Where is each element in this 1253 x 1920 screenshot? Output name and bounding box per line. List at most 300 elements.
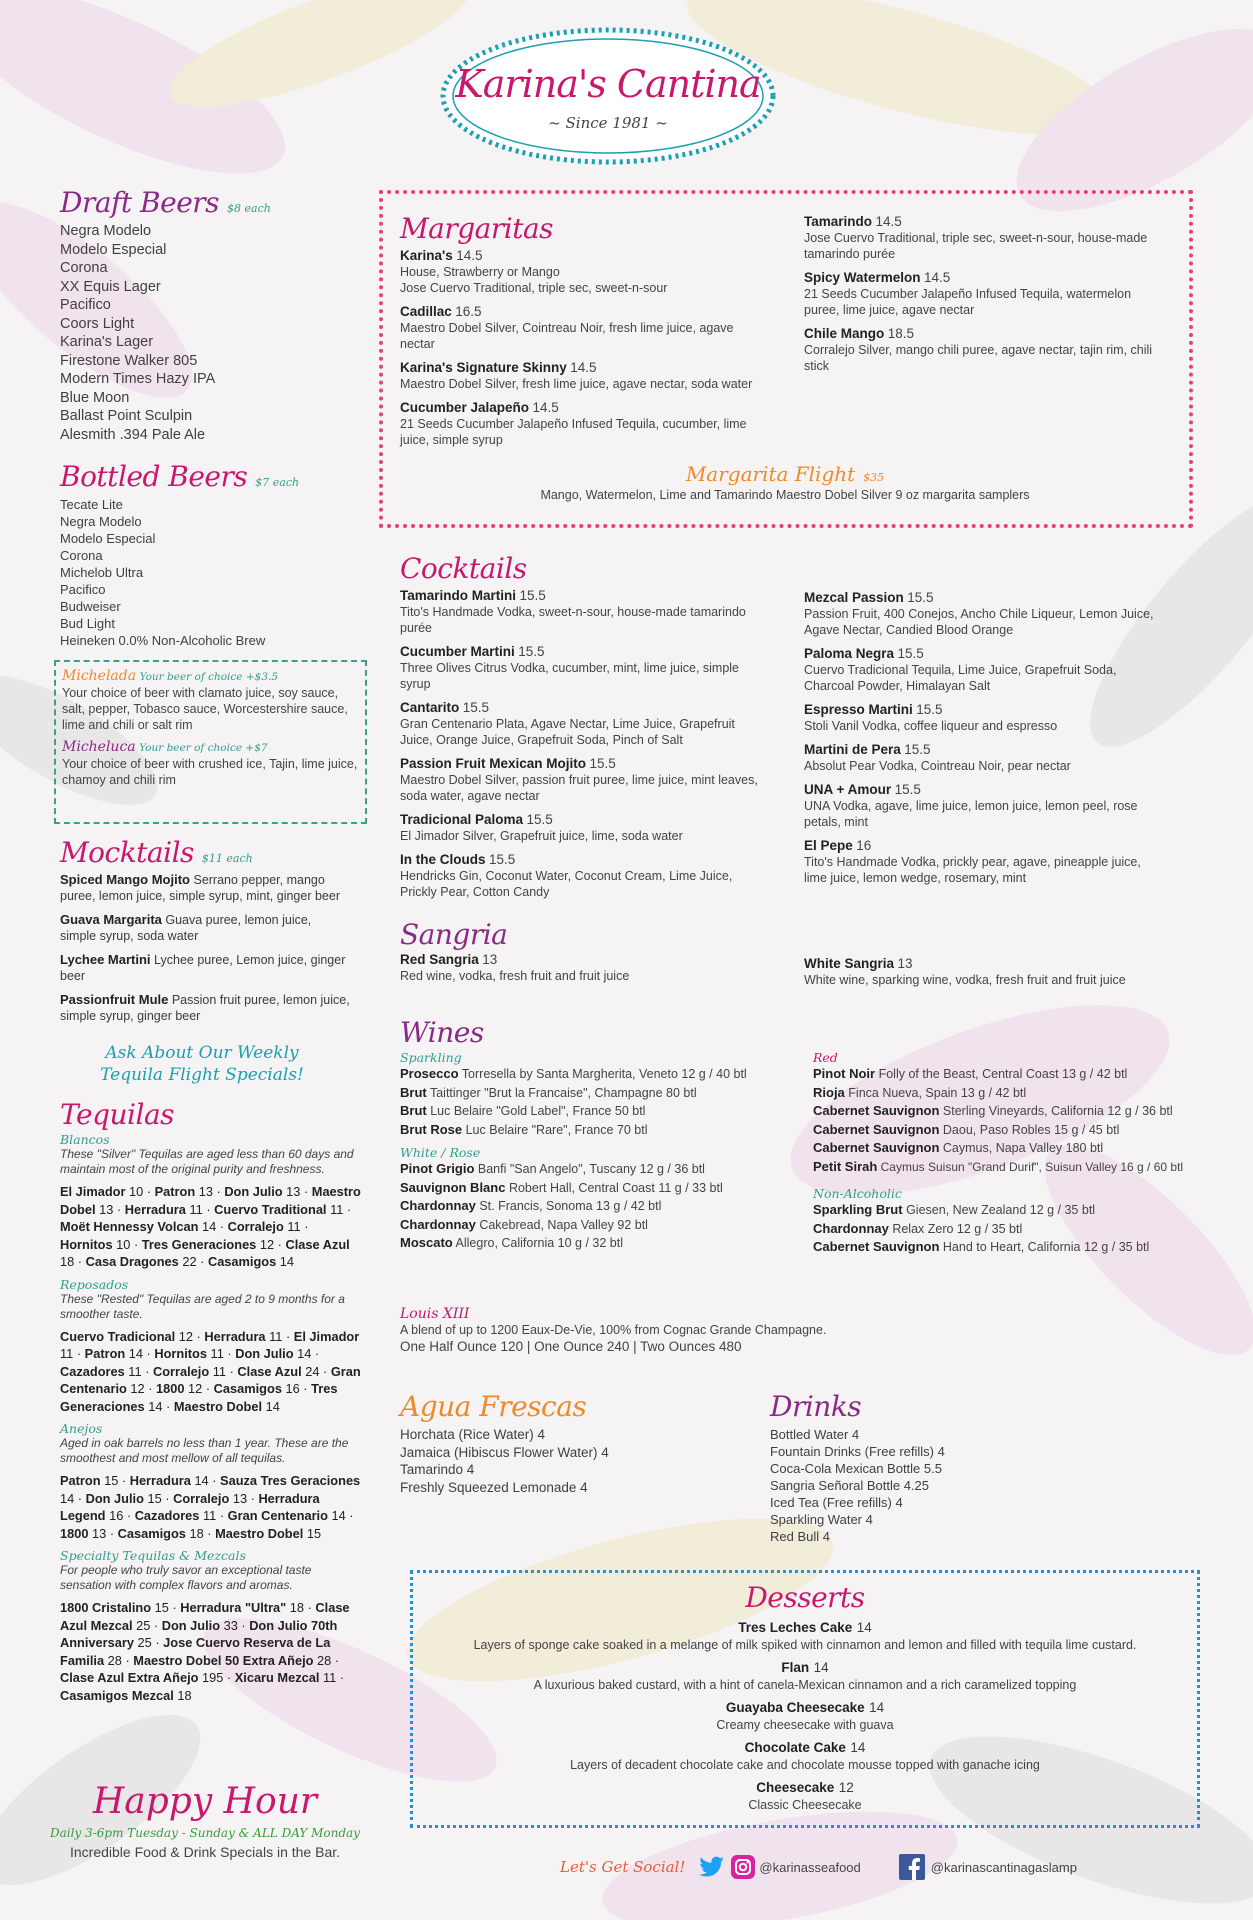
item-price: 15.5 <box>488 852 516 867</box>
wine-row <box>813 1084 1193 1103</box>
tequila-price: 16 <box>285 1381 300 1396</box>
tequila-price: 14 <box>279 1254 295 1269</box>
tequila-name: Maestro Dobel <box>173 1398 263 1414</box>
tequila-price: 11 <box>189 1201 203 1217</box>
item-desc: Jose Cuervo Traditional, triple sec, sweet-n-sour, house-made tamarindo purée <box>804 231 1148 261</box>
margarita-flight <box>400 462 1170 502</box>
wine-name: Cabernet Sauvignon <box>813 1140 940 1155</box>
louis-desc: A blend of up to 1200 Eaux-De-Vie, 100% from Cognac Grande Champagne. <box>400 1323 827 1337</box>
wine-sparkling-label: Sparkling <box>400 1050 462 1065</box>
cocktail-item <box>804 646 1164 694</box>
item-name: Cadillac <box>400 304 452 319</box>
item-price: 15.5 <box>518 644 545 659</box>
tequila-price: 11 <box>210 1346 224 1361</box>
tequila-list: El Jimador 10 · Patron 13 · Don Julio 13 · Maestro Dobel 13 · Herradura 11 · Cuervo Traditional 11 · Moët Hennessy Volcan 14 · Corralejo 11 · Hornitos 10 · Tres Generaciones 12 · Clase Azul 18 · Casa Dragones 22 · Casamigos 14 <box>60 1184 361 1269</box>
tequila-name: Clase Azul <box>237 1363 302 1379</box>
sangria-right <box>804 956 1164 996</box>
item-desc: Jose Cuervo Traditional, triple sec, sweet-n-sour <box>400 281 668 295</box>
wine-row <box>400 1084 800 1103</box>
item-price: 15.5 <box>897 646 924 661</box>
list-item: Michelob Ultra <box>60 565 144 580</box>
dessert-item <box>423 1779 1187 1813</box>
tequila-price: 25 <box>137 1635 152 1650</box>
list-item: Modern Times Hazy IPA <box>60 371 216 387</box>
item-price: 14 <box>869 1700 885 1715</box>
item-desc: Stoli Vanil Vodka, coffee liqueur and espresso <box>804 719 1058 733</box>
list-item: XX Equis Lager <box>60 278 161 295</box>
list-item: Iced Tea (Free refills) 4 <box>770 1495 903 1510</box>
wine-name: Sauvignon Blanc <box>400 1179 506 1195</box>
margarita-item <box>804 214 1164 262</box>
wines-title: Wines <box>400 1016 484 1049</box>
wine-red-label: Red <box>813 1050 838 1065</box>
wine-desc: Robert Hall, Central Coast 11 g / 33 btl <box>508 1180 723 1195</box>
item-name: Tamarindo Martini <box>400 588 517 603</box>
item-name: Mezcal Passion <box>804 590 904 605</box>
margarita-item <box>400 248 770 296</box>
sangria-title: Sangria <box>400 918 508 951</box>
mocktail-item <box>60 912 350 944</box>
mocktails-price: $11 each <box>201 852 253 865</box>
list-item: Corona <box>60 260 108 276</box>
tequila-name: Clase Azul Mezcal <box>60 1600 350 1633</box>
draft-beers-price: $8 each <box>227 202 271 215</box>
item-price: 14.5 <box>456 248 483 263</box>
list-item: Bottled Water 4 <box>770 1427 860 1442</box>
item-name: Cucumber Jalapeño <box>400 400 530 415</box>
item-name: Passion Fruit Mexican Mojito <box>400 756 587 771</box>
tequila-group-desc: For people who truly savor an exceptional taste sensation with complex flavors and aromas. <box>60 1563 312 1592</box>
cocktail-item <box>400 700 770 748</box>
wine-desc: Caymus, Napa Valley 180 btl <box>942 1141 1104 1155</box>
wine-desc: Luc Belaire "Rare", France 70 btl <box>465 1122 648 1137</box>
dessert-item <box>423 1659 1187 1693</box>
tequila-price: 11 <box>322 1670 337 1685</box>
wine-desc: Cakebread, Napa Valley 92 btl <box>479 1217 648 1232</box>
tequila-name: Herradura Legend <box>60 1490 320 1523</box>
tequila-list: Cuervo Tradicional 12 · Herradura 11 · El Jimador 11 · Patron 14 · Hornitos 11 · Don Julio 14 · Cazadores 11 · Corralejo 11 · Clase Azul 24 · Gran Centenario 12 · 1800 12 · Casamigos 16 · Tres Generaciones 14 · Maestro Dobel 14 <box>60 1328 361 1414</box>
mocktail-name: Passionfruit Mule <box>60 992 169 1007</box>
wine-desc: Allegro, California 10 g / 32 btl <box>455 1236 623 1250</box>
list-item: Budweiser <box>60 599 121 614</box>
happy-hour-section <box>40 1780 370 1860</box>
tequila-price: 14 <box>202 1219 217 1234</box>
cocktail-item <box>400 852 770 900</box>
item-price: 15.5 <box>589 756 616 771</box>
tequila-name: Patron <box>60 1473 101 1488</box>
tequila-price: 12 <box>178 1328 193 1344</box>
tequila-name: Herradura "Ultra" <box>180 1600 287 1615</box>
tequila-price: 16 <box>109 1508 124 1523</box>
item-name: Tamarindo <box>804 214 873 229</box>
wine-name: Petit Sirah <box>813 1158 878 1174</box>
micheluca-item <box>62 739 359 788</box>
list-item: Modelo Especial <box>60 531 156 546</box>
wine-row <box>813 1238 1193 1257</box>
bottled-beers-title: Bottled Beers <box>60 460 248 493</box>
mocktail-item <box>60 952 350 984</box>
item-name: Cantarito <box>400 700 460 715</box>
tequila-name: Casamigos Mezcal <box>60 1687 174 1703</box>
wine-row <box>400 1160 800 1179</box>
wine-name: Brut Rose <box>400 1121 463 1137</box>
tequila-name: Corralejo <box>152 1363 210 1379</box>
tequila-price: 14 <box>297 1346 312 1361</box>
list-item: Coors Light <box>60 315 135 332</box>
item-desc: A luxurious baked custard, with a hint of canela-Mexican cinnamon and a rich caramelized topping <box>533 1678 1077 1692</box>
list-item: Negra Modelo <box>60 223 152 239</box>
social-label: Let's Get Social! <box>560 1858 686 1876</box>
item-name: Cucumber Martini <box>400 644 515 659</box>
item-desc: Tito's Handmade Vodka, prickly pear, agave, pineapple juice, lime juice, lemon wedge, rosemary, mint <box>804 855 1141 885</box>
item-name: Karina's <box>400 248 453 263</box>
tequila-name: Casa Dragones <box>85 1254 179 1269</box>
margaritas-right <box>804 214 1164 382</box>
item-desc: Maestro Dobel Silver, Cointreau Noir, fresh lime juice, agave nectar <box>400 321 734 351</box>
tequila-name: 1800 Cristalino <box>60 1600 152 1615</box>
tequila-name: Hornitos <box>154 1346 207 1361</box>
mocktail-desc: Serrano pepper, mango puree, lemon juice, simple syrup, mint, ginger beer <box>60 873 340 903</box>
tequila-list: 1800 Cristalino 15 · Herradura "Ultra" 18 · Clase Azul Mezcal 25 · Don Julio 33 · Don Julio 70th Anniversary 25 · Jose Cuervo Reserva de La Familia 28 · Maestro Dobel 50 Extra Añejo 28 · Clase Azul Extra Añejo 195 · Xicaru Mezcal 11 · Casamigos Mezcal 18 <box>60 1600 350 1703</box>
tequila-price: 13 <box>198 1184 213 1199</box>
list-item: Bud Light <box>60 616 115 631</box>
wine-desc: Finca Nueva, Spain 13 g / 42 btl <box>848 1085 1027 1100</box>
draft-beers-title: Draft Beers <box>60 186 220 219</box>
wine-row <box>813 1158 1193 1177</box>
wine-desc: Relax Zero 12 g / 35 btl <box>892 1221 1023 1236</box>
wine-row <box>400 1216 800 1235</box>
tequila-price: 15 <box>306 1525 322 1541</box>
list-item: Firestone Walker 805 <box>60 352 198 369</box>
tequila-name: Corralejo <box>173 1490 230 1506</box>
cocktail-item <box>400 812 770 844</box>
wine-row <box>813 1121 1193 1140</box>
wine-name: Chardonnay <box>400 1216 476 1232</box>
margarita-item <box>400 304 770 352</box>
item-price: 13 <box>897 956 913 971</box>
list-item: Horchata (Rice Water) 4 <box>400 1427 546 1442</box>
item-desc: House, Strawberry or Mango <box>400 265 560 279</box>
tequila-price: 18 <box>60 1254 75 1269</box>
wine-row <box>400 1065 800 1084</box>
cocktail-item <box>400 588 770 636</box>
item-desc: Absolut Pear Vodka, Cointreau Noir, pear nectar <box>804 759 1071 773</box>
wine-row <box>400 1102 800 1121</box>
item-desc: Red wine, vodka, fresh fruit and fruit juice <box>400 969 630 983</box>
logo <box>438 26 778 166</box>
wine-name: Pinot Noir <box>813 1066 876 1081</box>
tequila-name: Herradura <box>129 1473 191 1488</box>
item-price: 15.5 <box>894 782 921 797</box>
mocktail-item <box>60 992 350 1024</box>
wine-name: Cabernet Sauvignon <box>813 1239 940 1254</box>
facebook-handle[interactable]: @karinascantinagaslamp <box>930 1859 1077 1875</box>
item-name: Espresso Martini <box>804 702 913 717</box>
cocktail-item <box>804 590 1164 638</box>
tequila-price: 13 <box>286 1184 301 1199</box>
wine-name: Pinot Grigio <box>400 1161 475 1176</box>
tequila-price: 14 <box>265 1398 280 1414</box>
cocktail-item <box>804 742 1164 774</box>
tequila-group-label: Blancos <box>60 1132 110 1147</box>
tequila-price: 12 <box>130 1381 145 1396</box>
tequila-name: Gran Centenario <box>227 1508 328 1523</box>
list-item: Pacifico <box>60 297 111 313</box>
tequila-name: Patron <box>154 1184 196 1199</box>
desserts-box <box>410 1570 1200 1828</box>
list-item: Blue Moon <box>60 389 130 406</box>
item-price: 13 <box>482 952 498 967</box>
item-price: 14.5 <box>570 360 597 375</box>
tequila-price: 25 <box>136 1617 151 1633</box>
item-name: El Pepe <box>804 838 853 853</box>
mocktails-title: Mocktails <box>60 836 194 869</box>
list-item: Sangria Señoral Bottle 4.25 <box>770 1478 929 1493</box>
wine-row <box>813 1220 1193 1239</box>
tequila-name: Cazadores <box>60 1363 125 1379</box>
instagram-handle[interactable]: @karinasseafood <box>759 1859 861 1875</box>
mocktail-name: Spiced Mango Mojito <box>60 872 190 887</box>
tequila-name: Don Julio <box>161 1617 221 1633</box>
aguas-section <box>400 1390 730 1496</box>
tequila-name: Maestro Dobel 50 Extra Añejo <box>133 1652 314 1668</box>
tequila-name: Corralejo <box>227 1219 284 1234</box>
wine-desc: Taittinger "Brut la Francaise", Champagne 80 btl <box>429 1085 697 1100</box>
facebook-icon[interactable] <box>899 1854 925 1880</box>
logo-since: ~ Since 1981 ~ <box>548 114 668 132</box>
wine-desc: Luc Belaire "Gold Label", France 50 btl <box>430 1104 646 1118</box>
twitter-icon[interactable] <box>699 1856 725 1878</box>
list-item: Red Bull 4 <box>770 1529 830 1544</box>
mocktails-section <box>60 836 350 1032</box>
dessert-item <box>423 1739 1187 1773</box>
wine-row <box>813 1201 1193 1220</box>
mocktail-desc: Guava puree, lemon juice, simple syrup, soda water <box>60 913 312 943</box>
tequila-name: Clase Azul Extra Añejo <box>60 1670 199 1685</box>
tequila-name: Herradura <box>204 1328 266 1344</box>
happy-hour-desc: Incredible Food & Drink Specials in the Bar. <box>69 1844 341 1860</box>
wine-name: Chardonnay <box>813 1220 889 1236</box>
tequila-name: Sauza Tres Geraciones <box>220 1473 361 1488</box>
wine-name: Brut <box>400 1084 427 1100</box>
tequila-name: Xicaru Mezcal <box>234 1670 320 1685</box>
list-item: Fountain Drinks (Free refills) 4 <box>770 1444 945 1459</box>
item-name: UNA + Amour <box>804 782 892 797</box>
tequila-name: 1800 <box>60 1525 89 1541</box>
item-price: 16.5 <box>455 304 482 319</box>
margarita-item <box>804 326 1164 374</box>
item-desc: Maestro Dobel Silver, passion fruit puree, lime juice, mint leaves, soda water, agave nectar <box>400 773 758 803</box>
louis-prices: One Half Ounce 120 | One Ounce 240 | Two Ounces 480 <box>400 1339 742 1354</box>
mocktail-desc: Lychee puree, Lemon juice, ginger beer <box>60 953 346 983</box>
item-price: 14.5 <box>924 270 951 285</box>
item-price: 14 <box>813 1660 829 1675</box>
tequila-name: Don Julio 70th Anniversary <box>60 1617 338 1650</box>
mocktail-name: Lychee Martini <box>60 952 151 967</box>
wine-desc: Banfi "San Angelo", Tuscany 12 g / 36 btl <box>477 1162 705 1176</box>
sangria-item <box>804 956 1164 988</box>
wine-desc: Daou, Paso Robles 15 g / 45 btl <box>942 1122 1120 1137</box>
aguas-title: Agua Frescas <box>400 1390 587 1423</box>
item-desc: Tito's Handmade Vodka, sweet-n-sour, house-made tamarindo purée <box>400 605 746 635</box>
tequila-name: Don Julio <box>235 1346 294 1361</box>
wine-nonalc-label: Non-Alcoholic <box>813 1186 902 1201</box>
wine-desc: Caymus Suisun "Grand Durif", Suisun Valley 16 g / 60 btl <box>880 1159 1184 1174</box>
item-name: Paloma Negra <box>804 646 895 661</box>
item-price: 14 <box>856 1620 872 1635</box>
item-desc: 21 Seeds Cucumber Jalapeño Infused Tequila, cucumber, lime juice, simple syrup <box>400 417 747 447</box>
item-desc: White wine, sparking wine, vodka, fresh fruit and fruit juice <box>804 973 1126 987</box>
item-desc: Maestro Dobel Silver, fresh lime juice, agave nectar, soda water <box>400 377 753 391</box>
micheluca-desc: Your choice of beer with crushed ice, Tajin, lime juice, chamoy and chili rim <box>62 757 358 787</box>
happy-hour-days: Daily 3-6pm Tuesday - Sunday & ALL DAY Monday <box>50 1826 360 1840</box>
item-price: 16 <box>856 838 872 853</box>
wine-desc: Hand to Heart, California 12 g / 35 btl <box>942 1240 1150 1254</box>
item-desc: Passion Fruit, 400 Conejos, Ancho Chile Liqueur, Lemon Juice, Agave Nectar, Candied Blood Orange <box>804 607 1154 637</box>
wines-left <box>400 1016 800 1253</box>
tequila-name: Don Julio <box>85 1490 144 1506</box>
tequila-price: 11 <box>330 1201 344 1217</box>
item-desc: Hendricks Gin, Coconut Water, Coconut Cream, Lime Juice, Prickly Pear, Cotton Candy <box>400 869 733 899</box>
tequila-price: 195 <box>202 1670 224 1685</box>
item-desc: Cuervo Tradicional Tequila, Lime Juice, Grapefruit Soda, Charcoal Powder, Himalayan Salt <box>804 663 1117 693</box>
tequila-name: Herradura <box>124 1201 186 1217</box>
tequila-list: Patron 15 · Herradura 14 · Sauza Tres Geraciones 14 · Don Julio 15 · Corralejo 13 · Herradura Legend 16 · Cazadores 11 · Gran Centenario 14 · 1800 13 · Casamigos 18 · Maestro Dobel 15 <box>60 1473 361 1541</box>
tequila-name: Hornitos <box>60 1236 113 1252</box>
list-item: Jamaica (Hibiscus Flower Water) 4 <box>400 1444 609 1460</box>
item-price: 15.5 <box>916 702 943 717</box>
tequila-group-desc: These "Silver" Tequilas are aged less than 60 days and maintain most of the original purity and freshness. <box>60 1147 354 1176</box>
wine-row <box>400 1121 800 1140</box>
tequila-name: Patron <box>84 1346 126 1361</box>
tequila-name: Casamigos <box>117 1525 186 1541</box>
item-name: Flan <box>781 1660 810 1675</box>
drinks-title: Drinks <box>770 1390 862 1423</box>
sangria-left <box>400 918 770 992</box>
tequila-name: Cuervo Traditional <box>214 1201 327 1217</box>
tequila-price: 12 <box>259 1236 275 1252</box>
wine-name: Chardonnay <box>400 1198 476 1213</box>
tequila-price: 15 <box>104 1473 119 1488</box>
sangria-item <box>400 952 770 984</box>
item-name: Tres Leches Cake <box>738 1620 853 1635</box>
happy-hour-title: Happy Hour <box>92 1781 318 1822</box>
tequila-name: Maestro Dobel <box>215 1525 304 1541</box>
mocktail-item <box>60 872 350 904</box>
tequila-flight-note: Ask About Our Weekly Tequila Flight Specials! <box>100 1043 304 1085</box>
tequila-price: 18 <box>189 1525 204 1541</box>
tequila-group-desc: Aged in oak barrels no less than 1 year. These are the smoothest and most mellow of all tequilas. <box>60 1436 349 1465</box>
tequila-name: Tres Generaciones <box>141 1236 257 1252</box>
cocktails-left <box>400 552 770 908</box>
wine-name: Cabernet Sauvignon <box>813 1103 940 1118</box>
bottled-beers-section <box>60 460 360 649</box>
wines-right <box>813 1050 1193 1257</box>
tequila-groups <box>60 1132 362 1704</box>
micheluca-tag: Your beer of choice +$7 <box>139 742 268 754</box>
michelada-tag: Your beer of choice +$3.5 <box>139 671 279 683</box>
tequila-name: Maestro Dobel <box>60 1184 361 1217</box>
tequila-name: Clase Azul <box>285 1236 350 1252</box>
tequila-price: 14 <box>128 1346 143 1361</box>
tequila-group-label: Specialty Tequilas & Mezcals <box>60 1548 246 1563</box>
tequila-price: 18 <box>177 1687 192 1703</box>
item-name: Cheesecake <box>756 1780 835 1795</box>
item-price: 15.5 <box>462 700 490 715</box>
item-name: Chile Mango <box>804 326 885 341</box>
michelada-desc: Your choice of beer with clamato juice, soy sauce, salt, pepper, Tobasco sauce, Worcestershire sauce, lime and chili or salt rim <box>62 686 348 732</box>
tequila-group-desc: These "Rested" Tequilas are aged 2 to 9 months for a smoother taste. <box>60 1291 345 1321</box>
wine-name: Moscato <box>400 1235 453 1250</box>
wine-desc: Giesen, New Zealand 12 g / 35 btl <box>906 1203 1096 1217</box>
tequila-price: 24 <box>305 1363 320 1379</box>
cocktail-item <box>804 782 1164 830</box>
list-item: Negra Modelo <box>60 514 142 529</box>
tequila-name: Tres Generaciones <box>60 1381 338 1414</box>
tequila-price: 14 <box>194 1473 209 1488</box>
tequila-price: 11 <box>212 1363 227 1379</box>
tequila-price: 28 <box>107 1652 122 1668</box>
item-price: 12 <box>838 1780 854 1795</box>
item-price: 14.5 <box>532 400 559 415</box>
mocktail-desc: Passion fruit puree, lemon juice, simple syrup, ginger beer <box>60 993 350 1023</box>
tequila-price: 11 <box>269 1328 283 1344</box>
margarita-flight-desc: Mango, Watermelon, Lime and Tamarindo Maestro Dobel Silver 9 oz margarita samplers <box>540 488 1030 502</box>
wine-desc: Torresella by Santa Margherita, Veneto 12 g / 40 btl <box>461 1067 747 1081</box>
bottled-beers-price: $7 each <box>255 476 300 489</box>
tequila-name: Moët Hennessy Volcan <box>60 1219 199 1234</box>
tequila-price: 13 <box>232 1490 248 1506</box>
tequila-price: 10 <box>129 1184 144 1199</box>
logo-name: Karina's Cantina <box>455 62 761 106</box>
wine-name: Prosecco <box>400 1066 459 1081</box>
tequila-price: 11 <box>287 1219 301 1234</box>
michelada-name: Michelada <box>62 668 137 684</box>
tequila-price: 14 <box>148 1398 163 1414</box>
tequila-price: 18 <box>289 1600 305 1615</box>
cocktail-item <box>804 702 1164 734</box>
list-item: Corona <box>60 548 103 563</box>
tequila-price: 28 <box>317 1652 332 1668</box>
tequila-price: 11 <box>60 1346 74 1361</box>
cocktail-item <box>804 838 1164 886</box>
tequila-group-label: Anejos <box>60 1421 103 1436</box>
drinks-section <box>770 1390 1100 1545</box>
item-name: Karina's Signature Skinny <box>400 360 567 375</box>
margarita-item <box>400 400 770 448</box>
tequila-name: El Jimador <box>60 1184 126 1199</box>
mocktail-name: Guava Margarita <box>60 912 162 927</box>
tequila-price: 22 <box>182 1254 197 1269</box>
item-name: Spicy Watermelon <box>804 270 921 285</box>
item-name: Martini de Pera <box>804 742 901 757</box>
tequila-name: 1800 <box>156 1381 185 1396</box>
item-desc: Three Olives Citrus Vodka, cucumber, mint, lime juice, simple syrup <box>400 661 740 691</box>
tequila-price: 12 <box>188 1381 203 1396</box>
instagram-icon[interactable] <box>731 1855 755 1879</box>
item-price: 15.5 <box>519 588 546 603</box>
cocktail-item <box>400 756 770 804</box>
wine-desc: St. Francis, Sonoma 13 g / 42 btl <box>479 1199 662 1213</box>
list-item: Tecate Lite <box>60 497 123 512</box>
margarita-flight-title: Margarita Flight <box>685 462 856 486</box>
item-name: Chocolate Cake <box>744 1740 846 1755</box>
item-desc: Layers of decadent chocolate cake and chocolate mousse topped with ganache icing <box>570 1758 1040 1772</box>
item-desc: 21 Seeds Cucumber Jalapeño Infused Tequila, watermelon puree, lime juice, agave nectar <box>804 287 1132 317</box>
margaritas-left <box>400 212 770 456</box>
wine-row <box>400 1234 800 1253</box>
wine-desc: Sterling Vineyards, California 12 g / 36 btl <box>942 1104 1173 1118</box>
